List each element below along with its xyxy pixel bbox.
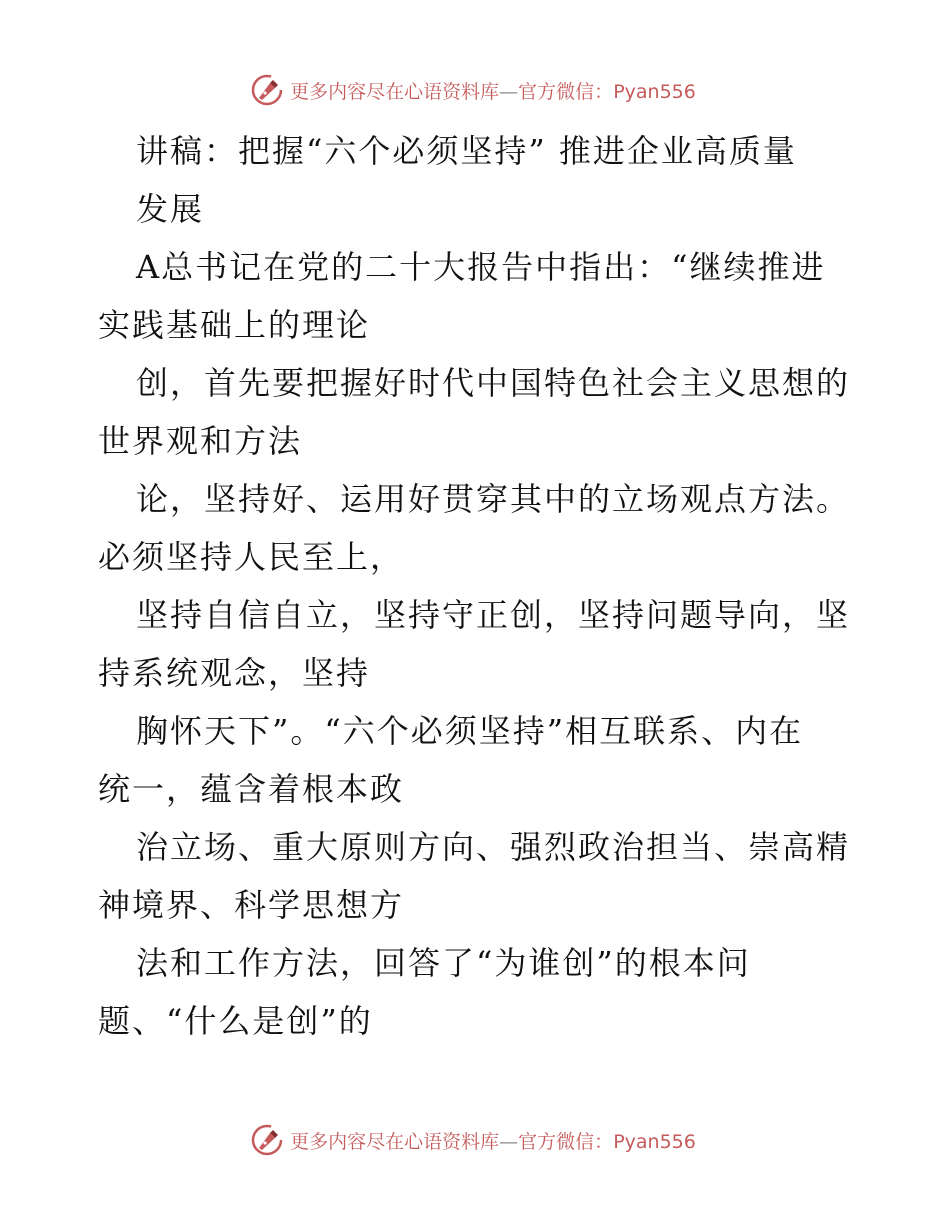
document-line: 题、“什么是创”的 bbox=[98, 1002, 373, 1040]
document-line: 发展 bbox=[136, 190, 205, 228]
document-line: 神境界、科学思想方 bbox=[98, 886, 405, 924]
document-line: 坚持自信自立，坚持守正创，坚持问题导向，坚 bbox=[136, 596, 851, 634]
header-banner-content bbox=[250, 73, 696, 107]
header-banner-separator: — bbox=[499, 80, 519, 103]
pen-nib-logo-icon bbox=[250, 1123, 284, 1157]
footer-banner-content bbox=[250, 1123, 696, 1157]
document-line: 实践基础上的理论 bbox=[98, 306, 371, 344]
footer-banner-wechat-id: Pyan556 bbox=[613, 1130, 696, 1153]
header-banner-text bbox=[290, 77, 696, 104]
header-banner-wechat-id: Pyan556 bbox=[613, 80, 696, 103]
document-line: A总书记在党的二十大报告中指出：“继续推进 bbox=[136, 248, 826, 286]
pen-nib-logo-icon bbox=[250, 73, 284, 107]
footer-banner bbox=[0, 1120, 950, 1160]
header-banner bbox=[0, 70, 950, 110]
document-line: 持系统观念，坚持 bbox=[98, 654, 371, 692]
footer-banner-separator: — bbox=[499, 1130, 519, 1153]
document-line: 讲稿：把握“六个必须坚持” 推进企业高质量 bbox=[136, 132, 797, 170]
document-line: 论，坚持好、运用好贯穿其中的立场观点方法。 bbox=[136, 480, 851, 518]
document-line: 治立场、重大原则方向、强烈政治担当、崇高精 bbox=[136, 828, 851, 866]
document-line: 统一，蕴含着根本政 bbox=[98, 770, 405, 808]
document-line: 世界观和方法 bbox=[98, 422, 303, 460]
document-line: 创，首先要把握好时代中国特色社会主义思想的 bbox=[136, 364, 851, 402]
footer-banner-wechat-label: 官方微信： bbox=[518, 1130, 614, 1153]
document-line: 胸怀天下”。“六个必须坚持”相互联系、内在 bbox=[136, 712, 804, 750]
document-line: 必须坚持人民至上， bbox=[98, 538, 405, 576]
header-banner-wechat-label: 官方微信： bbox=[518, 80, 614, 103]
document-line: 法和工作方法，回答了“为谁创”的根本问 bbox=[136, 944, 751, 982]
footer-banner-title: 更多内容尽在心语资料库 bbox=[290, 1130, 500, 1153]
footer-banner-text bbox=[290, 1127, 696, 1154]
document-body bbox=[98, 122, 858, 1050]
header-banner-title: 更多内容尽在心语资料库 bbox=[290, 80, 500, 103]
